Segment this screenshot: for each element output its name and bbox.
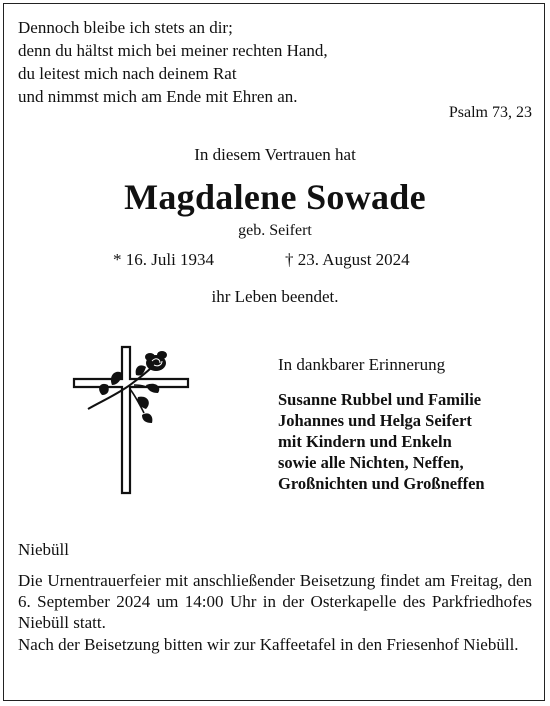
memory-label: In dankbarer Erinnerung: [278, 355, 446, 374]
born-name: geb. Seifert: [238, 222, 312, 239]
verse-line: du leitest mich nach deinem Rat: [18, 64, 237, 83]
death-date: † 23. August 2024: [285, 250, 410, 269]
deceased-name: Magdalene Sowade: [124, 177, 426, 217]
mourner-line: Johannes und Helga Seifert: [278, 411, 472, 430]
cross-with-rose-icon: [72, 345, 190, 495]
birth-date: * 16. Juli 1934: [113, 250, 215, 269]
mourner-line: mit Kindern und Enkeln: [278, 432, 452, 451]
mourner-line: sowie alle Nichten, Neffen,: [278, 453, 464, 472]
life-ended-text: ihr Leben beendet.: [211, 287, 339, 306]
intro-text: In diesem Vertrauen hat: [194, 145, 356, 164]
mourner-line: Susanne Rubbel und Familie: [278, 390, 482, 409]
reception-text: Nach der Beisetzung bitten wir zur Kaffeetafel in den Friesenhof Niebüll.: [18, 635, 519, 654]
verse-line: Dennoch bleibe ich stets an dir;: [18, 18, 233, 37]
mourner-line: Großnichten und Großneffen: [278, 474, 485, 493]
place-name: Niebüll: [18, 540, 69, 559]
verse-line: und nimmst mich am Ende mit Ehren an.: [18, 87, 298, 106]
verse-line: denn du hältst mich bei meiner rechten Hand,: [18, 41, 328, 60]
mourners-list: [278, 389, 485, 494]
bible-verse: [18, 16, 328, 108]
ceremony-text: Die Urnentrauerfeier mit anschließender Beisetzung findet am Freitag, den 6. September 2024 um 14:00 Uhr in der Osterkapelle des Parkfriedhofes Niebüll statt.: [18, 571, 532, 632]
verse-reference: Psalm 73, 23: [448, 104, 532, 121]
